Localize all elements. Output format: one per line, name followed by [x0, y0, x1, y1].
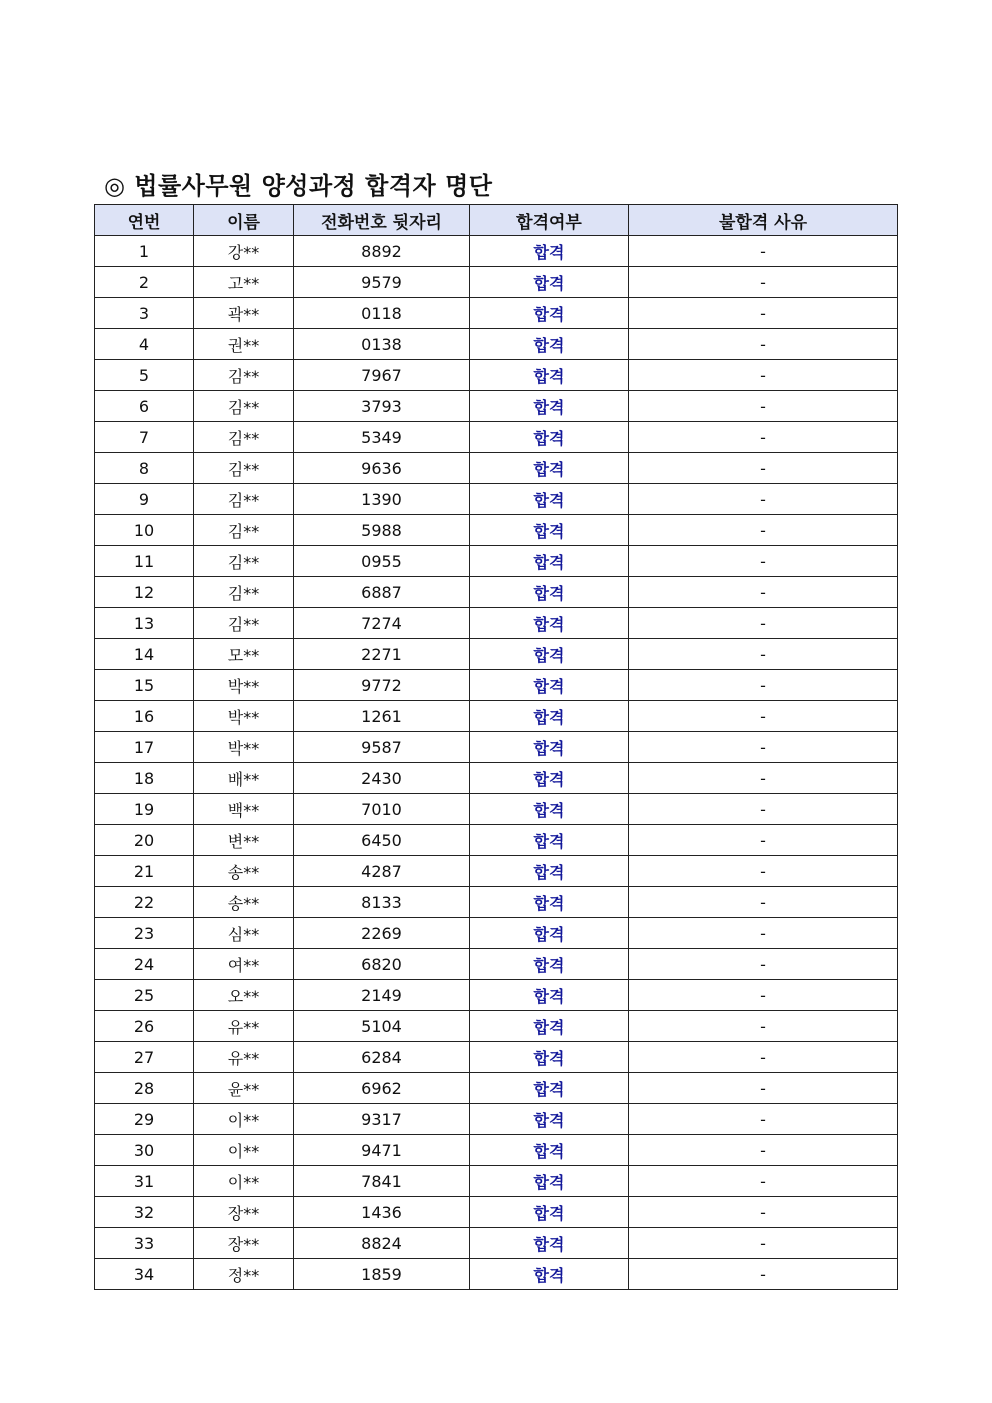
cell-phone: 6284	[294, 1042, 470, 1073]
table-row	[95, 298, 898, 329]
cell-no: 18	[95, 763, 194, 794]
cell-name: 여**	[194, 949, 294, 980]
cell-result: 합격	[470, 608, 629, 639]
cell-name: 모**	[194, 639, 294, 670]
table-row	[95, 856, 898, 887]
cell-no: 12	[95, 577, 194, 608]
table-header-row	[95, 205, 898, 236]
cell-name: 장**	[194, 1197, 294, 1228]
cell-result: 합격	[470, 949, 629, 980]
cell-result: 합격	[470, 918, 629, 949]
cell-phone: 2269	[294, 918, 470, 949]
cell-name: 김**	[194, 515, 294, 546]
cell-reason: -	[629, 1228, 898, 1259]
cell-name: 송**	[194, 887, 294, 918]
cell-name: 박**	[194, 732, 294, 763]
cell-name: 장**	[194, 1228, 294, 1259]
cell-reason: -	[629, 1259, 898, 1290]
cell-no: 17	[95, 732, 194, 763]
cell-name: 백**	[194, 794, 294, 825]
cell-result: 합격	[470, 1166, 629, 1197]
table-body	[95, 236, 898, 1290]
cell-reason: -	[629, 360, 898, 391]
cell-reason: -	[629, 1042, 898, 1073]
cell-result: 합격	[470, 794, 629, 825]
cell-result: 합격	[470, 732, 629, 763]
cell-no: 21	[95, 856, 194, 887]
cell-phone: 2149	[294, 980, 470, 1011]
table-row	[95, 546, 898, 577]
cell-phone: 0138	[294, 329, 470, 360]
cell-no: 14	[95, 639, 194, 670]
cell-name: 박**	[194, 701, 294, 732]
page-title: ◎ 법률사무원 양성과정 합격자 명단	[104, 172, 493, 200]
cell-name: 송**	[194, 856, 294, 887]
table-row	[95, 577, 898, 608]
cell-phone: 1390	[294, 484, 470, 515]
cell-phone: 5988	[294, 515, 470, 546]
cell-phone: 6450	[294, 825, 470, 856]
cell-name: 윤**	[194, 1073, 294, 1104]
cell-name: 김**	[194, 484, 294, 515]
cell-result: 합격	[470, 577, 629, 608]
cell-no: 8	[95, 453, 194, 484]
cell-reason: -	[629, 298, 898, 329]
table-row	[95, 608, 898, 639]
table-row	[95, 1228, 898, 1259]
cell-name: 김**	[194, 360, 294, 391]
cell-phone: 9772	[294, 670, 470, 701]
cell-name: 김**	[194, 577, 294, 608]
cell-name: 김**	[194, 391, 294, 422]
table-row	[95, 453, 898, 484]
cell-phone: 7841	[294, 1166, 470, 1197]
cell-phone: 7010	[294, 794, 470, 825]
cell-phone: 9636	[294, 453, 470, 484]
cell-name: 김**	[194, 608, 294, 639]
cell-phone: 8824	[294, 1228, 470, 1259]
cell-no: 34	[95, 1259, 194, 1290]
cell-reason: -	[629, 1011, 898, 1042]
table-row	[95, 1166, 898, 1197]
cell-no: 16	[95, 701, 194, 732]
cell-no: 5	[95, 360, 194, 391]
cell-name: 이**	[194, 1135, 294, 1166]
results-table	[94, 204, 898, 1290]
cell-phone: 6887	[294, 577, 470, 608]
table-row	[95, 422, 898, 453]
table-row	[95, 794, 898, 825]
header-no: 연번	[95, 205, 194, 236]
cell-result: 합격	[470, 298, 629, 329]
cell-phone: 9579	[294, 267, 470, 298]
cell-result: 합격	[470, 1104, 629, 1135]
cell-reason: -	[629, 515, 898, 546]
cell-result: 합격	[470, 422, 629, 453]
cell-reason: -	[629, 887, 898, 918]
cell-no: 23	[95, 918, 194, 949]
cell-reason: -	[629, 794, 898, 825]
cell-no: 11	[95, 546, 194, 577]
cell-no: 19	[95, 794, 194, 825]
table-row	[95, 763, 898, 794]
table-row	[95, 329, 898, 360]
cell-no: 25	[95, 980, 194, 1011]
cell-no: 7	[95, 422, 194, 453]
cell-no: 24	[95, 949, 194, 980]
cell-result: 합격	[470, 1073, 629, 1104]
cell-phone: 7274	[294, 608, 470, 639]
cell-no: 13	[95, 608, 194, 639]
cell-result: 합격	[470, 701, 629, 732]
cell-name: 이**	[194, 1166, 294, 1197]
cell-phone: 2430	[294, 763, 470, 794]
cell-no: 29	[95, 1104, 194, 1135]
table-row	[95, 918, 898, 949]
cell-result: 합격	[470, 1259, 629, 1290]
cell-name: 강**	[194, 236, 294, 267]
cell-result: 합격	[470, 763, 629, 794]
cell-result: 합격	[470, 391, 629, 422]
cell-reason: -	[629, 1104, 898, 1135]
cell-name: 오**	[194, 980, 294, 1011]
table-row	[95, 887, 898, 918]
cell-reason: -	[629, 1135, 898, 1166]
cell-phone: 5104	[294, 1011, 470, 1042]
cell-phone: 0118	[294, 298, 470, 329]
header-result: 합격여부	[470, 205, 629, 236]
table-row	[95, 701, 898, 732]
cell-reason: -	[629, 546, 898, 577]
cell-reason: -	[629, 1166, 898, 1197]
cell-result: 합격	[470, 515, 629, 546]
cell-phone: 1436	[294, 1197, 470, 1228]
cell-name: 유**	[194, 1042, 294, 1073]
cell-phone: 7967	[294, 360, 470, 391]
cell-reason: -	[629, 732, 898, 763]
table-row	[95, 1197, 898, 1228]
cell-result: 합격	[470, 1042, 629, 1073]
cell-result: 합격	[470, 887, 629, 918]
cell-result: 합격	[470, 1135, 629, 1166]
cell-reason: -	[629, 763, 898, 794]
cell-result: 합격	[470, 329, 629, 360]
cell-name: 김**	[194, 453, 294, 484]
cell-no: 9	[95, 484, 194, 515]
cell-reason: -	[629, 670, 898, 701]
cell-name: 변**	[194, 825, 294, 856]
cell-no: 33	[95, 1228, 194, 1259]
cell-result: 합격	[470, 546, 629, 577]
cell-reason: -	[629, 484, 898, 515]
cell-phone: 9587	[294, 732, 470, 763]
cell-no: 27	[95, 1042, 194, 1073]
cell-name: 이**	[194, 1104, 294, 1135]
cell-result: 합격	[470, 484, 629, 515]
cell-reason: -	[629, 1197, 898, 1228]
cell-no: 6	[95, 391, 194, 422]
cell-reason: -	[629, 608, 898, 639]
table-row	[95, 1011, 898, 1042]
header-name: 이름	[194, 205, 294, 236]
cell-result: 합격	[470, 267, 629, 298]
cell-name: 권**	[194, 329, 294, 360]
cell-result: 합격	[470, 1197, 629, 1228]
cell-reason: -	[629, 856, 898, 887]
table-row	[95, 360, 898, 391]
cell-reason: -	[629, 701, 898, 732]
table-row	[95, 1135, 898, 1166]
cell-phone: 0955	[294, 546, 470, 577]
table-row	[95, 949, 898, 980]
cell-no: 2	[95, 267, 194, 298]
table-row	[95, 639, 898, 670]
cell-result: 합격	[470, 236, 629, 267]
cell-no: 31	[95, 1166, 194, 1197]
cell-name: 박**	[194, 670, 294, 701]
cell-result: 합격	[470, 825, 629, 856]
cell-phone: 1859	[294, 1259, 470, 1290]
cell-result: 합격	[470, 670, 629, 701]
table-row	[95, 391, 898, 422]
header-reason: 불합격 사유	[629, 205, 898, 236]
cell-result: 합격	[470, 980, 629, 1011]
cell-no: 22	[95, 887, 194, 918]
cell-reason: -	[629, 236, 898, 267]
cell-no: 32	[95, 1197, 194, 1228]
cell-reason: -	[629, 267, 898, 298]
cell-result: 합격	[470, 856, 629, 887]
cell-result: 합격	[470, 453, 629, 484]
cell-name: 고**	[194, 267, 294, 298]
cell-reason: -	[629, 825, 898, 856]
cell-reason: -	[629, 918, 898, 949]
cell-name: 김**	[194, 546, 294, 577]
cell-phone: 3793	[294, 391, 470, 422]
table-row	[95, 980, 898, 1011]
table-row	[95, 670, 898, 701]
cell-reason: -	[629, 639, 898, 670]
table-row	[95, 1073, 898, 1104]
table-row	[95, 267, 898, 298]
cell-reason: -	[629, 391, 898, 422]
table-row	[95, 825, 898, 856]
cell-name: 김**	[194, 422, 294, 453]
table-row	[95, 1104, 898, 1135]
cell-no: 4	[95, 329, 194, 360]
cell-name: 배**	[194, 763, 294, 794]
cell-phone: 4287	[294, 856, 470, 887]
cell-reason: -	[629, 980, 898, 1011]
cell-reason: -	[629, 577, 898, 608]
cell-result: 합격	[470, 360, 629, 391]
table-row	[95, 484, 898, 515]
table-row	[95, 236, 898, 267]
cell-no: 3	[95, 298, 194, 329]
cell-no: 20	[95, 825, 194, 856]
cell-no: 10	[95, 515, 194, 546]
cell-name: 심**	[194, 918, 294, 949]
cell-name: 곽**	[194, 298, 294, 329]
cell-name: 유**	[194, 1011, 294, 1042]
cell-no: 1	[95, 236, 194, 267]
cell-reason: -	[629, 453, 898, 484]
cell-no: 15	[95, 670, 194, 701]
cell-phone: 1261	[294, 701, 470, 732]
cell-no: 26	[95, 1011, 194, 1042]
cell-name: 정**	[194, 1259, 294, 1290]
cell-reason: -	[629, 1073, 898, 1104]
cell-phone: 9317	[294, 1104, 470, 1135]
cell-reason: -	[629, 949, 898, 980]
cell-phone: 9471	[294, 1135, 470, 1166]
cell-result: 합격	[470, 1011, 629, 1042]
cell-phone: 6962	[294, 1073, 470, 1104]
table-row	[95, 1259, 898, 1290]
cell-phone: 8892	[294, 236, 470, 267]
cell-no: 30	[95, 1135, 194, 1166]
cell-phone: 8133	[294, 887, 470, 918]
table-row	[95, 732, 898, 763]
cell-no: 28	[95, 1073, 194, 1104]
header-phone: 전화번호 뒷자리	[294, 205, 470, 236]
cell-phone: 2271	[294, 639, 470, 670]
table-row	[95, 1042, 898, 1073]
cell-phone: 5349	[294, 422, 470, 453]
cell-phone: 6820	[294, 949, 470, 980]
cell-result: 합격	[470, 639, 629, 670]
cell-reason: -	[629, 329, 898, 360]
cell-result: 합격	[470, 1228, 629, 1259]
table-row	[95, 515, 898, 546]
cell-reason: -	[629, 422, 898, 453]
